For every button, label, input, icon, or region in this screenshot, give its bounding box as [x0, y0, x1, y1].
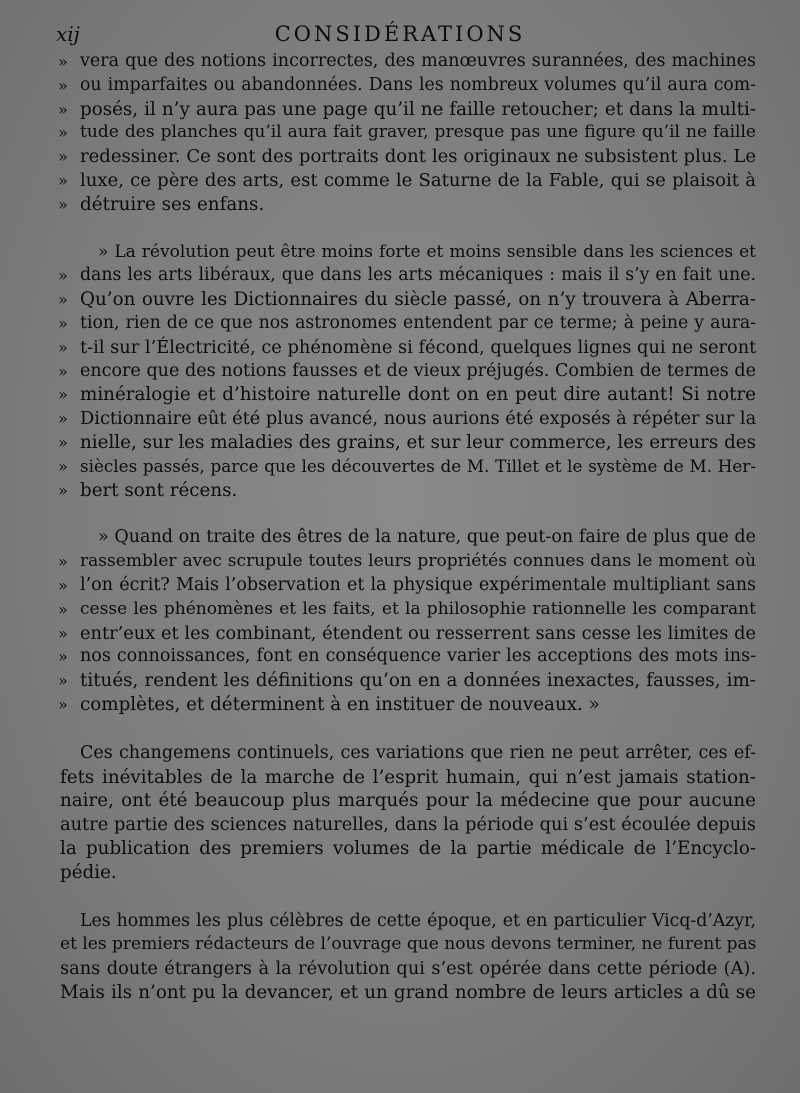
guillemet: » — [58, 170, 68, 190]
page-header — [0, 22, 800, 50]
line-text: Dictionnaire eût été plus avancé, nous aurions été exposés à répéter sur la — [80, 408, 757, 430]
line-text: entr’eux et les combinant, étendent ou resserrent sans cesse les limites de — [80, 622, 756, 644]
line-text: détruire ses enfans. — [80, 193, 265, 215]
paragraph — [0, 910, 800, 1005]
text-line — [0, 431, 800, 455]
line-text: » La révolution peut être moins forte et moins sensible dans les sciences et — [98, 241, 756, 262]
guillemet: » — [58, 52, 68, 71]
guillemet: » — [58, 409, 68, 429]
text-line — [0, 360, 800, 384]
guillemet: » — [58, 456, 68, 476]
line-text: t-il sur l’Électricité, ce phénomène si fécond, quelques lignes qui ne seront — [80, 336, 757, 358]
guillemet: » — [58, 266, 68, 286]
line-text: dans les arts libéraux, que dans les arts mécaniques : mais il s’y en fait une. — [80, 265, 756, 286]
line-text: ou imparfaites ou abandonnées. Dans les nombreux volumes qu’il aura com- — [80, 74, 756, 95]
guillemet: » — [58, 599, 68, 619]
text-line — [0, 336, 800, 360]
text-line — [0, 241, 800, 265]
line-text: » Quand on traite des êtres de la nature, que peut-on faire de plus que de — [98, 527, 756, 548]
text-line — [0, 74, 800, 98]
guillemet: » — [58, 75, 68, 95]
paragraph-gap — [0, 217, 800, 241]
line-text: titués, rendent les définitions qu’on en a données inexactes, fausses, im- — [80, 670, 756, 692]
line-text: Ces changemens continuels, ces variations que rien ne peut arrêter, ces ef- — [80, 742, 756, 763]
text-line — [0, 526, 800, 550]
text-line — [0, 981, 800, 1005]
text-line — [0, 957, 800, 981]
body-text — [0, 50, 800, 1005]
text-line — [0, 169, 800, 193]
line-text: autre partie des sciences naturelles, dans la période qui s’est écoulée depuis — [60, 814, 756, 836]
guillemet: » — [58, 575, 68, 595]
text-line — [0, 622, 800, 646]
guillemet: » — [58, 313, 68, 333]
guillemet: » — [58, 147, 68, 167]
text-line — [0, 813, 800, 837]
text-line — [0, 933, 800, 957]
paragraph — [0, 241, 800, 503]
text-line — [0, 145, 800, 169]
text-line — [0, 598, 800, 622]
paragraph — [0, 526, 800, 716]
line-text: complètes, et déterminent à en instituer de nouveaux. » — [80, 693, 600, 715]
guillemet: » — [58, 623, 68, 643]
line-text: Mais ils n’ont pu la devancer, et un grand nombre de leurs articles a dû se — [60, 981, 756, 1003]
text-line — [0, 479, 800, 503]
guillemet: » — [58, 361, 68, 381]
guillemet: » — [58, 552, 68, 572]
guillemet: » — [58, 290, 68, 310]
text-line — [0, 407, 800, 431]
paragraph — [0, 50, 800, 217]
line-text: naire, ont été beaucoup plus marqués pour la médecine que pour aucune — [60, 790, 756, 812]
line-text: et les premiers rédacteurs de l’ouvrage que nous devons terminer, ne furent pas — [60, 934, 757, 955]
line-text: rassembler avec scrupule toutes leurs propriétés connues dans le moment où — [80, 551, 756, 572]
guillemet: » — [58, 337, 68, 357]
line-text: cesse les phénomènes et les faits, et la philosophie rationnelle les comparant — [80, 598, 756, 619]
guillemet: » — [58, 194, 68, 214]
guillemet: » — [58, 647, 68, 667]
line-text: tude des planches qu’il aura fait graver, presque pas une figure qu’il ne faille — [80, 122, 756, 143]
line-text: fets inévitables de la marche de l’esprit humain, qui n’est jamais station- — [60, 766, 756, 788]
paragraph — [0, 742, 800, 885]
text-line — [0, 693, 800, 717]
line-text: Qu’on ouvre les Dictionnaires du siècle passé, on n’y trouvera à Aberra- — [80, 289, 756, 311]
text-line — [0, 312, 800, 336]
page-number: xij — [56, 22, 80, 46]
paragraph-gap — [0, 717, 800, 742]
text-line — [0, 837, 800, 861]
guillemet: » — [58, 99, 68, 119]
guillemet: » — [58, 123, 68, 143]
line-text: tion, rien de ce que nos astronomes entendent par ce terme; à peine y aura- — [80, 312, 756, 333]
text-line — [0, 645, 800, 669]
text-line — [0, 550, 800, 574]
text-line — [0, 121, 800, 145]
text-line — [0, 789, 800, 813]
line-text: posés, il n’y aura pas une page qu’il ne faille retoucher; et dans la multi- — [80, 98, 756, 120]
line-text: nielle, sur les maladies des grains, et sur leur commerce, les erreurs des — [80, 431, 756, 453]
text-line — [0, 383, 800, 407]
text-line — [0, 766, 800, 790]
line-text: vera que des notions incorrectes, des manœuvres surannées, des machines — [80, 51, 756, 71]
text-line — [0, 910, 800, 934]
line-text: minéralogie et d’histoire naturelle dont on en peut dire autant! Si notre — [80, 384, 756, 406]
guillemet: » — [58, 671, 68, 691]
guillemet: » — [58, 385, 68, 405]
guillemet: » — [58, 480, 68, 500]
text-line — [0, 669, 800, 693]
guillemet: » — [58, 432, 68, 452]
text-line — [0, 861, 800, 885]
line-text: sans doute étrangers à la révolution qui s’est opérée dans cette période (A). — [60, 958, 756, 980]
text-line — [0, 50, 800, 74]
line-text: siècles passés, parce que les découvertes de M. Tillet et le système de M. Her- — [80, 455, 756, 476]
line-text: Les hommes les plus célèbres de cette époque, et en particulier Vicq-d’Azyr, — [80, 910, 756, 931]
paragraph-gap — [0, 885, 800, 910]
text-line — [0, 98, 800, 122]
text-line — [0, 574, 800, 598]
text-line — [0, 455, 800, 479]
text-line — [0, 742, 800, 766]
text-line — [0, 193, 800, 217]
text-line — [0, 288, 800, 312]
line-text: bert sont récens. — [80, 479, 238, 501]
line-text: encore que des notions fausses et de vieux préjugés. Combien de termes de — [80, 360, 756, 381]
text-line — [0, 264, 800, 288]
line-text: redessiner. Ce sont des portraits dont les originaux ne subsistent plus. Le — [80, 146, 756, 168]
running-title: CONSIDÉRATIONS — [274, 22, 526, 46]
line-text: la publication des premiers volumes de la partie médicale de l’Encyclo- — [60, 837, 756, 859]
line-text: nos connoissances, font en conséquence varier les acceptions des mots ins- — [80, 646, 756, 667]
line-text: pédie. — [60, 861, 117, 883]
guillemet: » — [58, 694, 68, 714]
line-text: luxe, ce père des arts, est comme le Saturne de la Fable, qui se plaisoit à — [80, 169, 756, 191]
paragraph-gap — [0, 502, 800, 526]
line-text: l’on écrit? Mais l’observation et la physique expérimentale multipliant sans — [80, 574, 756, 595]
